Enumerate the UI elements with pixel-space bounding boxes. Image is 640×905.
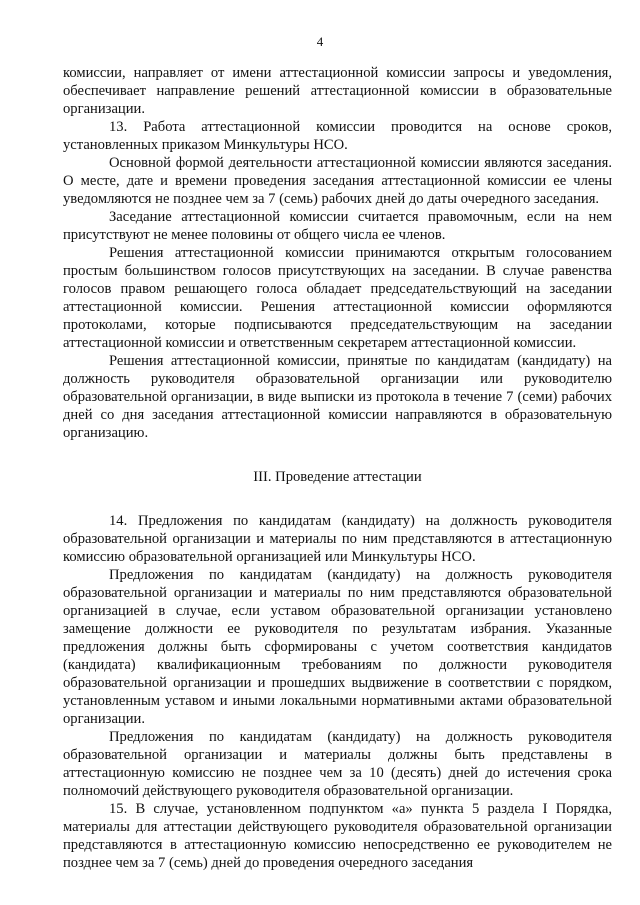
section-heading: III. Проведение аттестации [253,469,422,485]
paragraph-item-15: 15. В случае, установленном подпунктом «а» пункта 5 раздела I Порядка, материалы для аттестации действующего руководителя образовательной организации представляются в аттестационную комиссию непосредственно ее руководителем не позднее чем за 7 (семь) дней до проведения очередного заседания [63,801,612,871]
paragraph-election-proposals: Предложения по кандидатам (кандидату) на должность руководителя образовательной организации и материалы по ним представляются образовательной организацией в случае, если уставом образовательной организации установлено замещение должности ее руководителя по результатам избрания. Указанные предложения должны быть сформированы с учетом соответствия кандидатов (кандидата) квалификационным требованиям по должности руководителя образовательной организации и прошедших выдвижение в соответствии с порядком, установленным уставом и иными локальными нормативными актами образовательной организации. [63,567,612,727]
paragraph-decision-extract: Решения аттестационной комиссии, принятые по кандидатам (кандидату) на должность руководителя образовательной организации или руководителю образовательной организации, в виде выписки из протокола в течение 7 (семи) рабочих дней со дня заседания аттестационной комиссии направляются в образовательную организацию. [63,353,612,441]
paragraph-quorum: Заседание аттестационной комиссии считается правомочным, если на нем присутствуют не менее половины от общего числа ее членов. [63,209,612,243]
paragraph-continuation: комиссии, направляет от имени аттестационной комиссии запросы и уведомления, обеспечивает направление решений аттестационной комиссии в образовательные организации. [63,65,612,117]
paragraph-meeting-form: Основной формой деятельности аттестационной комиссии являются заседания. О месте, дате и времени проведения заседания аттестационной комиссии ее члены уведомляются не позднее чем за 7 (семь) рабочих дней до даты очередного заседания. [63,155,612,207]
paragraph-deadline: Предложения по кандидатам (кандидату) на должность руководителя образовательной организации и материалы должны быть представлены в аттестационную комиссию не позднее чем за 10 (десять) дней до истечения срока полномочий действующего руководителя образовательной организации. [63,729,612,799]
document-body [63,64,612,872]
paragraph-item-13: 13. Работа аттестационной комиссии проводится на основе сроков, установленных приказом Минкультуры НСО. [63,119,612,153]
page-number: 4 [316,34,324,49]
paragraph-item-14: 14. Предложения по кандидатам (кандидату) на должность руководителя образовательной организации и материалы по ним представляются в аттестационную комиссию образовательной организацией или Минкультуры НСО. [63,513,612,565]
paragraph-voting: Решения аттестационной комиссии принимаются открытым голосованием простым большинством голосов присутствующих на заседании. В случае равенства голосов правом решающего голоса обладает председательствующий на заседании аттестационной комиссии. Решения аттестационной комиссии оформляются протоколами, которые подписываются председательствующим на заседании аттестационной комиссии и ответственным секретарем аттестационной комиссии. [63,245,612,351]
